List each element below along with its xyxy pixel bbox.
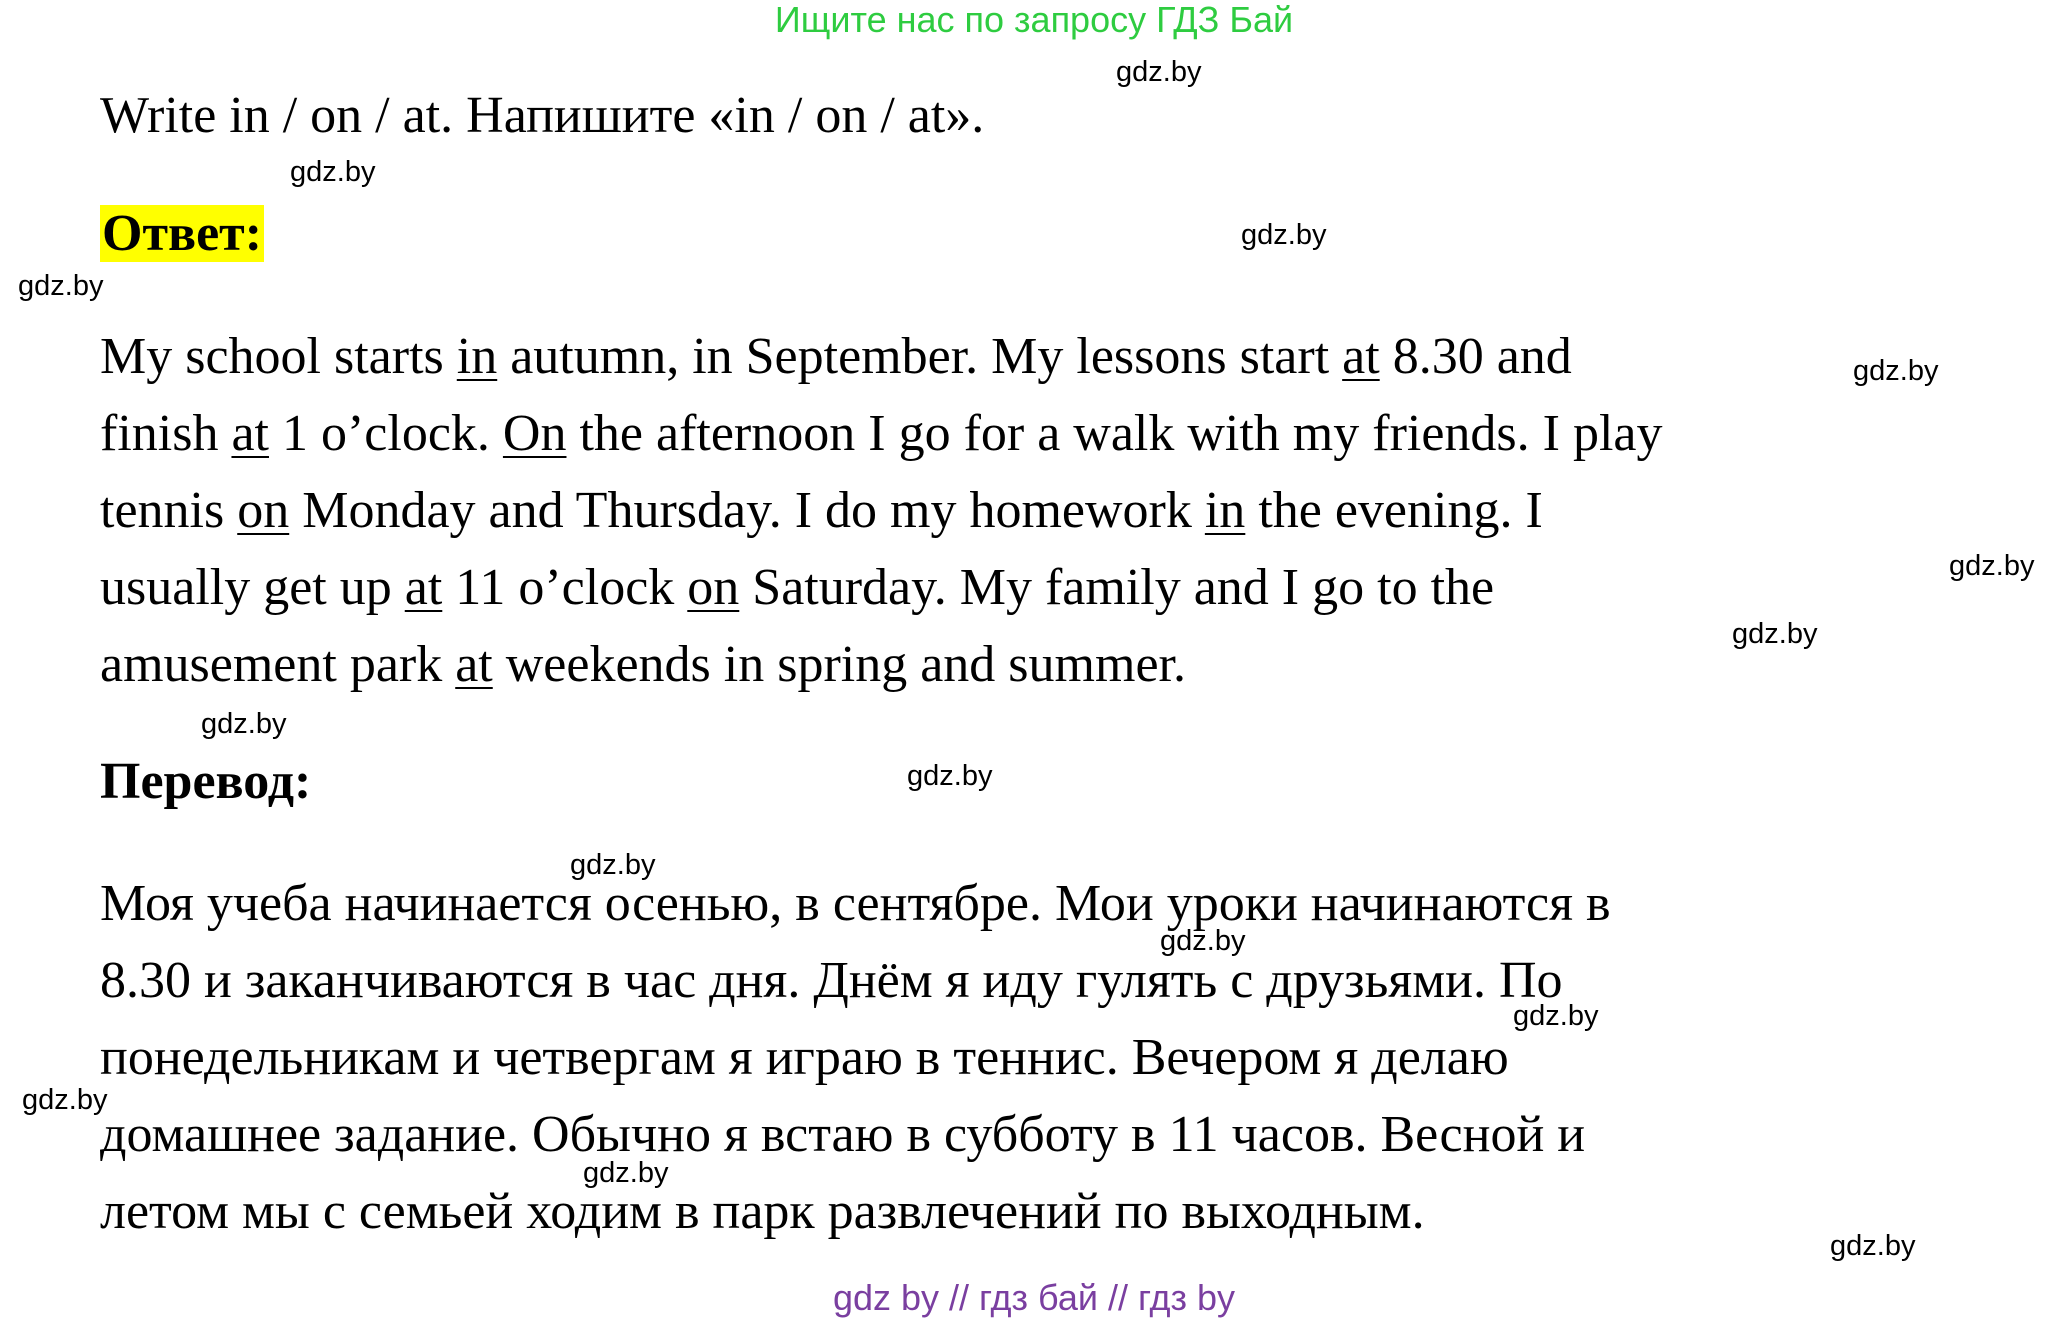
answer-text-segment: weekends in spring and summer. bbox=[492, 636, 1186, 693]
underlined-preposition: on bbox=[237, 482, 290, 539]
answer-line bbox=[100, 318, 1663, 395]
footer-links: gdz by // гдз бай // гдз by bbox=[832, 1277, 1236, 1318]
answer-text-segment: 1 o’clock. bbox=[268, 405, 503, 462]
underlined-preposition: at bbox=[231, 405, 269, 462]
answer-heading-label: Ответ: bbox=[102, 205, 263, 262]
answer-text-segment: the afternoon I go for a walk with my friends. I play bbox=[566, 405, 1663, 462]
answer-line bbox=[100, 549, 1663, 626]
answer-line bbox=[100, 472, 1663, 549]
translation-line: Моя учеба начинается осенью, в сентябре. Мои уроки начинаются в bbox=[100, 875, 1611, 932]
answer-text-segment: Saturday. My family and I go to the bbox=[739, 559, 1495, 616]
watermark: gdz.by bbox=[1160, 925, 1246, 957]
answer-text-segment: 8.30 and bbox=[1379, 328, 1572, 385]
watermark: gdz.by bbox=[290, 156, 376, 188]
top-banner: Ищите нас по запросу ГДЗ Бай bbox=[774, 0, 1294, 40]
task-instruction: Write in / on / at. Напишите «in / on / at». bbox=[100, 87, 985, 144]
answer-text-segment: usually get up bbox=[100, 559, 405, 616]
watermark: gdz.by bbox=[1116, 56, 1202, 88]
answer-text-segment: tennis bbox=[100, 482, 238, 539]
watermark: gdz.by bbox=[583, 1157, 669, 1189]
underlined-preposition: at bbox=[404, 559, 443, 616]
translation-line: понедельникам и четвергам я играю в теннис. Вечером я делаю bbox=[100, 1029, 1509, 1086]
watermark: gdz.by bbox=[1241, 219, 1327, 251]
watermark: gdz.by bbox=[201, 708, 287, 740]
watermark: gdz.by bbox=[1853, 355, 1939, 387]
watermark: gdz.by bbox=[1830, 1230, 1916, 1262]
watermark: gdz.by bbox=[1949, 550, 2035, 582]
watermark: gdz.by bbox=[1732, 618, 1818, 650]
translation-line: летом мы с семьей ходим в парк развлечений по выходным. bbox=[100, 1183, 1425, 1240]
answer-text-segment: 11 o’clock bbox=[442, 559, 688, 616]
underlined-preposition: at bbox=[455, 636, 493, 693]
answer-text-segment: amusement park bbox=[100, 636, 456, 693]
answer-paragraph bbox=[100, 318, 1663, 703]
underlined-preposition: at bbox=[1342, 328, 1380, 385]
underlined-preposition: On bbox=[502, 405, 567, 462]
answer-text-segment: My school starts bbox=[100, 328, 457, 385]
watermark: gdz.by bbox=[907, 760, 993, 792]
underlined-preposition: on bbox=[687, 559, 740, 616]
answer-text-segment: autumn, in September. My lessons start bbox=[497, 328, 1343, 385]
answer-text-segment: Monday and Thursday. I do my homework bbox=[289, 482, 1205, 539]
answer-line bbox=[100, 395, 1663, 472]
watermark: gdz.by bbox=[570, 849, 656, 881]
answer-text-segment: finish bbox=[100, 405, 232, 462]
watermark: gdz.by bbox=[18, 270, 104, 302]
translation-heading: Перевод: bbox=[100, 753, 312, 810]
answer-line bbox=[100, 626, 1663, 703]
translation-line: 8.30 и заканчиваются в час дня. Днём я иду гулять с друзьями. По bbox=[100, 952, 1563, 1009]
watermark: gdz.by bbox=[1513, 1000, 1599, 1032]
translation-paragraph bbox=[100, 865, 1611, 1250]
answer-heading bbox=[100, 204, 264, 264]
underlined-preposition: in bbox=[1204, 482, 1246, 539]
translation-line: домашнее задание. Обычно я встаю в субботу в 11 часов. Весной и bbox=[100, 1106, 1586, 1163]
answer-text-segment: the evening. I bbox=[1245, 482, 1543, 539]
underlined-preposition: in bbox=[456, 328, 498, 385]
watermark: gdz.by bbox=[22, 1084, 108, 1116]
